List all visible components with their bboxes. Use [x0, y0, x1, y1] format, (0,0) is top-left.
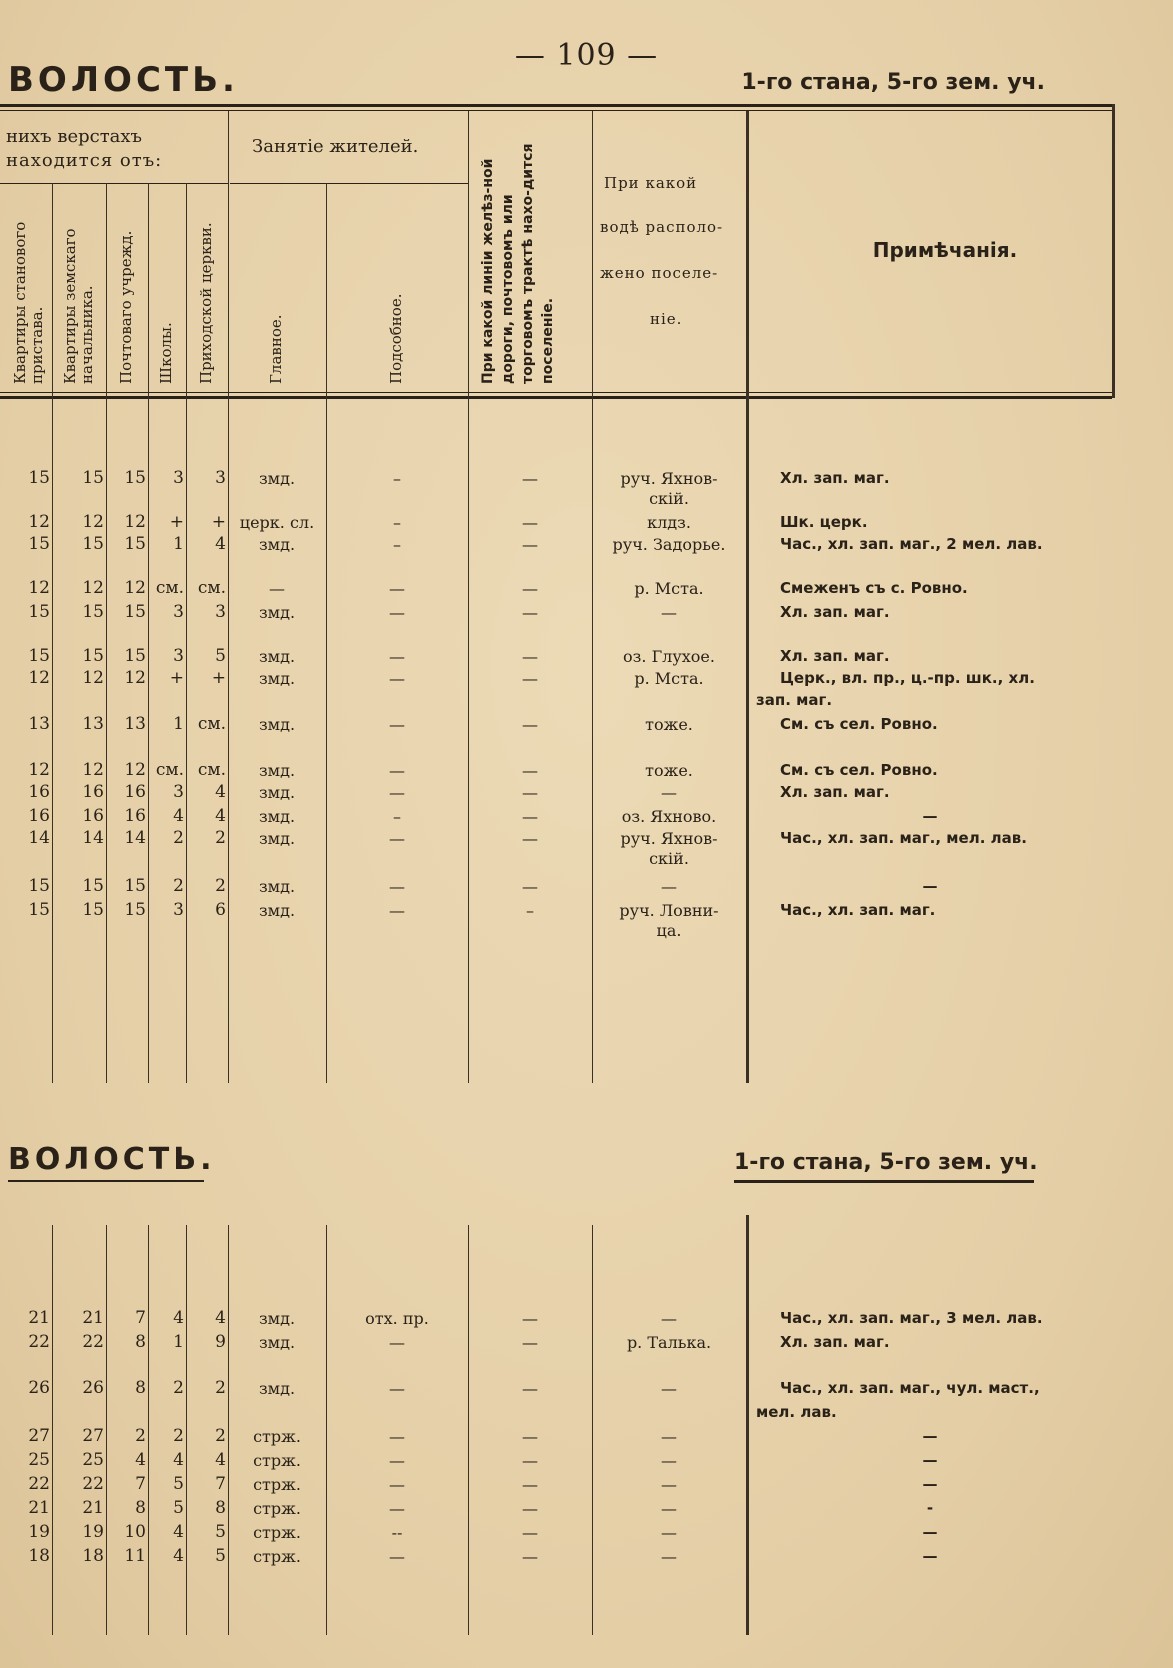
upper-row-cell-water: р. Мста.	[634, 669, 704, 688]
upper-row-cell-note: Час., хл. зап. маг.	[780, 901, 936, 919]
upper-row-cell-d5: 2	[215, 828, 226, 848]
upper-row-cell-rail: —	[522, 513, 538, 532]
water-header-3: жено поселе-	[600, 264, 719, 282]
lower-row-cell-d1: 21	[28, 1308, 50, 1328]
upper-row-cell-note: См. съ сел. Ровно.	[780, 715, 938, 733]
col-line	[228, 1225, 229, 1635]
upper-row-cell-water: —	[661, 877, 677, 896]
section-stan: 1-го стана, 5-го зем. уч.	[741, 70, 1045, 95]
col-header-church: Приходской церкви.	[197, 222, 215, 384]
upper-row-cell-d1: 16	[28, 806, 50, 826]
upper-row-cell-occ: змд.	[258, 901, 296, 920]
notes-header: Примѣчанія.	[872, 238, 1018, 262]
upper-row-cell-occ: змд.	[258, 761, 296, 780]
upper-row-cell-note: Шк. церк.	[780, 513, 868, 531]
col-line	[186, 1225, 187, 1635]
lower-row-cell-d5: 5	[215, 1522, 226, 1542]
upper-row-cell-occ: змд.	[258, 469, 296, 488]
upper-row-cell-aux: —	[389, 669, 405, 688]
upper-row-cell-d2: 15	[82, 534, 104, 554]
upper-row-cell-d3: 15	[124, 534, 146, 554]
upper-row-cell-d4: 3	[173, 782, 184, 802]
lower-row-cell-water: —	[661, 1523, 677, 1542]
upper-row-cell-rail: –	[526, 901, 534, 920]
col-line	[326, 1225, 327, 1635]
col-header-aux: Подсобное.	[387, 293, 405, 384]
header-bottom-rule	[0, 396, 1112, 399]
lower-row-cell-occ: змд.	[258, 1309, 296, 1328]
upper-row-cell-d4: 3	[173, 646, 184, 666]
upper-row-cell-d4: 1	[173, 714, 184, 734]
upper-row-cell-d5: +	[211, 668, 226, 688]
lower-row-cell-d3: 8	[135, 1378, 146, 1398]
upper-row-cell-note: Хл. зап. маг.	[780, 469, 890, 487]
col-line	[106, 183, 107, 1083]
upper-row-cell-aux: –	[393, 807, 401, 826]
upper-row-cell-d5: +	[211, 512, 226, 532]
upper-row-cell-occ: змд.	[258, 807, 296, 826]
upper-row-cell-d5: 4	[215, 534, 226, 554]
lower-row-cell-aux: —	[389, 1333, 405, 1352]
upper-row-cell-d4: см.	[155, 760, 184, 780]
upper-row-cell-aux: —	[389, 603, 405, 622]
lower-row-cell-aux: —	[389, 1451, 405, 1470]
lower-row-cell-d1: 19	[28, 1522, 50, 1542]
lower-row-cell-rail: —	[522, 1475, 538, 1494]
col-header-main: Главное.	[267, 314, 285, 384]
upper-row-cell-d1: 15	[28, 900, 50, 920]
lower-row-cell-note: Час., хл. зап. маг., 3 мел. лав.	[780, 1309, 1043, 1327]
upper-row-cell-occ: змд.	[258, 783, 296, 802]
lower-row-cell-d2: 26	[82, 1378, 104, 1398]
lower-row-cell-d1: 18	[28, 1546, 50, 1566]
col-line	[52, 183, 53, 1083]
col-line	[746, 1215, 749, 1635]
lower-row-cell-occ: стрж.	[253, 1523, 301, 1542]
lower-row-cell-occ: змд.	[258, 1333, 296, 1352]
lower-row-cell-rail: —	[522, 1427, 538, 1446]
lower-row-cell-d2: 21	[82, 1308, 104, 1328]
lower-row-cell-d4: 2	[173, 1426, 184, 1446]
lower-row-cell-rail: —	[522, 1499, 538, 1518]
upper-row-cell-note: Хл. зап. маг.	[780, 783, 890, 801]
upper-row-cell-rail: —	[522, 669, 538, 688]
lower-row-cell-d4: 4	[173, 1522, 184, 1542]
upper-row-cell-d1: 12	[28, 668, 50, 688]
upper-row-cell-water: р. Мста.	[634, 579, 704, 598]
lower-row-cell-d2: 18	[82, 1546, 104, 1566]
upper-row-cell-water: руч. Задорье.	[612, 535, 726, 554]
lower-row-cell-water: —	[661, 1547, 677, 1566]
upper-row-cell-d2: 15	[82, 900, 104, 920]
col-line	[106, 1225, 107, 1635]
upper-row-cell-rail: —	[522, 829, 538, 848]
upper-row-cell-water: тоже.	[645, 761, 693, 780]
upper-row-cell-aux: –	[393, 469, 401, 488]
upper-row-cell-occ: змд.	[258, 603, 296, 622]
header-top-rule	[0, 104, 1112, 107]
upper-row-cell-d3: 15	[124, 900, 146, 920]
upper-row-cell-water-cont: ца.	[656, 921, 682, 940]
lower-row-cell-occ: стрж.	[253, 1475, 301, 1494]
upper-row-cell-aux: —	[389, 647, 405, 666]
lower-row-cell-d2: 22	[82, 1332, 104, 1352]
upper-row-cell-d1: 12	[28, 512, 50, 532]
lower-row-cell-d4: 5	[173, 1498, 184, 1518]
upper-row-cell-water: руч. Ловни-	[619, 901, 719, 920]
lower-row-cell-occ: стрж.	[253, 1499, 301, 1518]
lower-row-cell-d1: 22	[28, 1474, 50, 1494]
upper-row-cell-occ: змд.	[258, 535, 296, 554]
section2-stan: 1-го стана, 5-го зем. уч.	[734, 1150, 1038, 1175]
col-header-school: Школы.	[157, 322, 175, 384]
upper-row-cell-note: Час., хл. зап. маг., 2 мел. лав.	[780, 535, 1043, 553]
lower-row-cell-note: —	[922, 1427, 938, 1445]
lower-row-cell-note: —	[922, 1547, 938, 1565]
upper-row-cell-d4: +	[169, 512, 184, 532]
lower-row-cell-water: —	[661, 1499, 677, 1518]
upper-row-cell-d5: см.	[197, 760, 226, 780]
lower-row-cell-d5: 4	[215, 1450, 226, 1470]
upper-row-cell-aux: —	[389, 901, 405, 920]
lower-row-cell-aux: —	[389, 1499, 405, 1518]
lower-row-cell-water: —	[661, 1309, 677, 1328]
col-header-stanovoy: Квартиры станового пристава.	[11, 221, 46, 384]
upper-row-cell-rail: —	[522, 579, 538, 598]
lower-row-cell-d5: 2	[215, 1426, 226, 1446]
upper-row-cell-aux: —	[389, 761, 405, 780]
upper-row-cell-d2: 15	[82, 468, 104, 488]
upper-row-cell-d2: 14	[82, 828, 104, 848]
upper-row-cell-water: клдз.	[647, 513, 691, 532]
upper-row-cell-d1: 12	[28, 760, 50, 780]
upper-row-cell-water-cont: скій.	[649, 849, 689, 868]
lower-row-cell-d5: 9	[215, 1332, 226, 1352]
upper-row-cell-d3: 12	[124, 668, 146, 688]
upper-row-cell-aux: —	[389, 829, 405, 848]
upper-row-cell-d5: 6	[215, 900, 226, 920]
lower-row-cell-aux: —	[389, 1475, 405, 1494]
lower-row-cell-d3: 10	[124, 1522, 146, 1542]
lower-row-cell-d2: 27	[82, 1426, 104, 1446]
lower-row-cell-d5: 5	[215, 1546, 226, 1566]
upper-row-cell-rail: —	[522, 469, 538, 488]
lower-row-cell-note: —	[922, 1451, 938, 1469]
upper-row-cell-d3: 12	[124, 512, 146, 532]
upper-row-cell-d3: 15	[124, 876, 146, 896]
upper-row-cell-d4: 3	[173, 468, 184, 488]
upper-row-cell-d5: 3	[215, 602, 226, 622]
upper-row-cell-d1: 16	[28, 782, 50, 802]
upper-row-cell-d1: 15	[28, 534, 50, 554]
col-line	[148, 183, 149, 1083]
upper-row-cell-d1: 15	[28, 602, 50, 622]
col-line	[468, 1225, 469, 1635]
occupation-group-label: Занятіе жителей.	[252, 136, 419, 157]
lower-row-cell-rail: —	[522, 1333, 538, 1352]
upper-row-cell-d1: 14	[28, 828, 50, 848]
lower-row-cell-occ: стрж.	[253, 1427, 301, 1446]
page-number: — 109 —	[514, 38, 659, 73]
upper-row-cell-d1: 15	[28, 876, 50, 896]
lower-row-cell-d2: 25	[82, 1450, 104, 1470]
lower-row-cell-water: —	[661, 1427, 677, 1446]
upper-row-cell-d5: см.	[197, 714, 226, 734]
upper-row-cell-note: Церк., вл. пр., ц.-пр. шк., хл.	[780, 669, 1035, 687]
upper-row-cell-d3: 12	[124, 760, 146, 780]
col-line	[326, 183, 327, 1083]
lower-row-cell-d4: 4	[173, 1308, 184, 1328]
upper-row-cell-note: Смеженъ съ с. Ровно.	[780, 579, 968, 597]
section2-stan-underline	[734, 1180, 1034, 1183]
lower-row-cell-water: —	[661, 1475, 677, 1494]
upper-row-cell-d3: 15	[124, 602, 146, 622]
upper-row-cell-d4: 1	[173, 534, 184, 554]
lower-row-cell-aux: —	[389, 1427, 405, 1446]
upper-row-cell-rail: —	[522, 877, 538, 896]
lower-row-cell-d2: 19	[82, 1522, 104, 1542]
upper-row-cell-d1: 13	[28, 714, 50, 734]
upper-row-cell-d2: 16	[82, 806, 104, 826]
lower-row-cell-d3: 11	[124, 1546, 146, 1566]
upper-row-cell-note: Хл. зап. маг.	[780, 647, 890, 665]
lower-row-cell-d2: 21	[82, 1498, 104, 1518]
upper-row-cell-note: —	[922, 807, 938, 825]
upper-row-cell-d3: 14	[124, 828, 146, 848]
upper-row-cell-occ: змд.	[258, 669, 296, 688]
upper-row-cell-d4: 4	[173, 806, 184, 826]
upper-row-cell-rail: —	[522, 715, 538, 734]
header-bottom-rule-thin	[0, 392, 1112, 393]
upper-row-cell-d1: 15	[28, 646, 50, 666]
upper-row-cell-d4: 3	[173, 900, 184, 920]
upper-row-cell-d2: 12	[82, 578, 104, 598]
col-header-zemsky: Квартиры земскаго начальника.	[61, 228, 96, 384]
upper-row-cell-occ: церк. сл.	[239, 513, 315, 532]
upper-row-cell-note: Час., хл. зап. маг., мел. лав.	[780, 829, 1027, 847]
upper-row-cell-water: —	[661, 783, 677, 802]
upper-row-cell-water: оз. Яхново.	[621, 807, 717, 826]
upper-row-cell-rail: —	[522, 603, 538, 622]
note-continuation: зап. маг.	[756, 691, 833, 709]
upper-row-cell-d3: 16	[124, 782, 146, 802]
upper-row-cell-rail: —	[522, 783, 538, 802]
lower-row-cell-rail: —	[522, 1309, 538, 1328]
upper-row-cell-d4: +	[169, 668, 184, 688]
lower-row-cell-d3: 7	[135, 1308, 146, 1328]
upper-row-cell-occ: змд.	[258, 647, 296, 666]
header-top-rule-thin	[0, 110, 1112, 111]
upper-row-cell-note: —	[922, 877, 938, 895]
lower-row-cell-note: Хл. зап. маг.	[780, 1333, 890, 1351]
distance-group-label-2: находится отъ:	[6, 150, 163, 171]
col-line	[746, 111, 749, 1083]
upper-row-cell-water: руч. Яхнов-	[620, 829, 718, 848]
col-line	[186, 183, 187, 1083]
upper-row-cell-water: —	[661, 603, 677, 622]
lower-row-cell-d3: 2	[135, 1426, 146, 1446]
lower-row-cell-rail: —	[522, 1379, 538, 1398]
upper-row-cell-d5: 5	[215, 646, 226, 666]
lower-row-cell-aux: —	[389, 1547, 405, 1566]
lower-row-cell-water: —	[661, 1451, 677, 1470]
col-line	[148, 1225, 149, 1635]
lower-row-cell-note: —	[922, 1523, 938, 1541]
upper-row-cell-aux: —	[389, 715, 405, 734]
upper-row-cell-d2: 12	[82, 760, 104, 780]
lower-row-cell-note: —	[922, 1475, 938, 1493]
upper-row-cell-d4: 2	[173, 828, 184, 848]
lower-row-cell-note: -	[926, 1499, 934, 1517]
upper-row-cell-d5: 4	[215, 806, 226, 826]
lower-row-cell-aux: —	[389, 1379, 405, 1398]
lower-row-cell-water: р. Талька.	[626, 1333, 712, 1352]
lower-row-cell-note: Час., хл. зап. маг., чул. маст.,	[780, 1379, 1040, 1397]
lower-row-cell-occ: стрж.	[253, 1547, 301, 1566]
lower-row-cell-rail: —	[522, 1523, 538, 1542]
upper-row-cell-d2: 12	[82, 512, 104, 532]
upper-row-cell-d5: см.	[197, 578, 226, 598]
lower-row-cell-occ: змд.	[258, 1379, 296, 1398]
lower-row-cell-rail: —	[522, 1451, 538, 1470]
upper-row-cell-d3: 12	[124, 578, 146, 598]
lower-row-cell-d3: 4	[135, 1450, 146, 1470]
upper-row-cell-d2: 16	[82, 782, 104, 802]
lower-row-cell-water: —	[661, 1379, 677, 1398]
occupation-group-rule	[230, 183, 468, 184]
lower-row-cell-d4: 5	[173, 1474, 184, 1494]
upper-row-cell-d5: 4	[215, 782, 226, 802]
lower-row-cell-rail: —	[522, 1547, 538, 1566]
upper-row-cell-rail: —	[522, 807, 538, 826]
upper-row-cell-occ: змд.	[258, 877, 296, 896]
upper-row-cell-d1: 15	[28, 468, 50, 488]
col-header-post: Почтоваго учрежд.	[117, 230, 135, 384]
lower-row-cell-d4: 1	[173, 1332, 184, 1352]
lower-row-cell-d5: 2	[215, 1378, 226, 1398]
lower-row-cell-d2: 22	[82, 1474, 104, 1494]
section2-title: ВОЛОСТЬ.	[8, 1142, 216, 1177]
upper-row-cell-aux: —	[389, 877, 405, 896]
upper-row-cell-water: оз. Глухое.	[623, 647, 715, 666]
section-title: ВОЛОСТЬ.	[8, 60, 239, 100]
lower-row-cell-aux: --	[391, 1523, 403, 1542]
upper-row-cell-occ: —	[269, 579, 285, 598]
col-line	[592, 111, 593, 1083]
upper-row-cell-d5: 2	[215, 876, 226, 896]
upper-row-cell-aux: —	[389, 579, 405, 598]
col-line	[592, 1225, 593, 1635]
lower-row-cell-d1: 26	[28, 1378, 50, 1398]
col-line	[228, 111, 229, 1083]
lower-row-cell-d5: 4	[215, 1308, 226, 1328]
upper-row-cell-d2: 15	[82, 876, 104, 896]
upper-row-cell-occ: змд.	[258, 829, 296, 848]
upper-row-cell-d2: 12	[82, 668, 104, 688]
upper-row-cell-aux: –	[393, 513, 401, 532]
upper-row-cell-rail: —	[522, 761, 538, 780]
upper-row-cell-water: тоже.	[645, 715, 693, 734]
lower-row-cell-d5: 7	[215, 1474, 226, 1494]
upper-row-cell-d4: 3	[173, 602, 184, 622]
upper-row-cell-water: руч. Яхнов-	[620, 469, 718, 488]
upper-row-cell-water-cont: скій.	[649, 489, 689, 508]
lower-row-cell-d1: 25	[28, 1450, 50, 1470]
lower-row-cell-d3: 8	[135, 1498, 146, 1518]
upper-row-cell-d4: см.	[155, 578, 184, 598]
lower-row-cell-d4: 2	[173, 1378, 184, 1398]
upper-row-cell-d3: 16	[124, 806, 146, 826]
upper-row-cell-occ: змд.	[258, 715, 296, 734]
lower-row-cell-d3: 7	[135, 1474, 146, 1494]
upper-row-cell-d5: 3	[215, 468, 226, 488]
section2-title-underline	[8, 1180, 204, 1182]
upper-row-cell-d3: 13	[124, 714, 146, 734]
lower-row-cell-d1: 21	[28, 1498, 50, 1518]
lower-row-cell-d1: 22	[28, 1332, 50, 1352]
lower-row-cell-d4: 4	[173, 1450, 184, 1470]
col-header-railway: При какой линіи желѣз-ной дороги, почтовомъ или торговомъ трактѣ нахо-дится поселеніе.	[480, 143, 556, 384]
lower-row-cell-d4: 4	[173, 1546, 184, 1566]
upper-row-cell-rail: —	[522, 647, 538, 666]
col-line	[52, 1225, 53, 1635]
lower-row-cell-aux: отх. пр.	[365, 1309, 429, 1328]
upper-row-cell-note: См. съ сел. Ровно.	[780, 761, 938, 779]
col-line	[468, 111, 469, 1083]
note2-continuation: мел. лав.	[756, 1403, 837, 1421]
lower-row-cell-d1: 27	[28, 1426, 50, 1446]
upper-row-cell-d3: 15	[124, 468, 146, 488]
lower-row-cell-d5: 8	[215, 1498, 226, 1518]
upper-row-cell-rail: —	[522, 535, 538, 554]
water-header-4: ніе.	[650, 310, 683, 328]
upper-row-cell-aux: —	[389, 783, 405, 802]
upper-row-cell-aux: –	[393, 535, 401, 554]
upper-row-cell-d2: 13	[82, 714, 104, 734]
upper-row-cell-d1: 12	[28, 578, 50, 598]
upper-row-cell-d2: 15	[82, 646, 104, 666]
distance-group-label-1: нихъ верстахъ	[6, 126, 143, 147]
upper-row-cell-d3: 15	[124, 646, 146, 666]
water-header-1: При какой	[604, 174, 698, 192]
lower-row-cell-d3: 8	[135, 1332, 146, 1352]
water-header-2: водѣ располо-	[600, 218, 724, 236]
lower-row-cell-occ: стрж.	[253, 1451, 301, 1470]
upper-row-cell-d4: 2	[173, 876, 184, 896]
upper-row-cell-note: Хл. зап. маг.	[780, 603, 890, 621]
upper-row-cell-d2: 15	[82, 602, 104, 622]
